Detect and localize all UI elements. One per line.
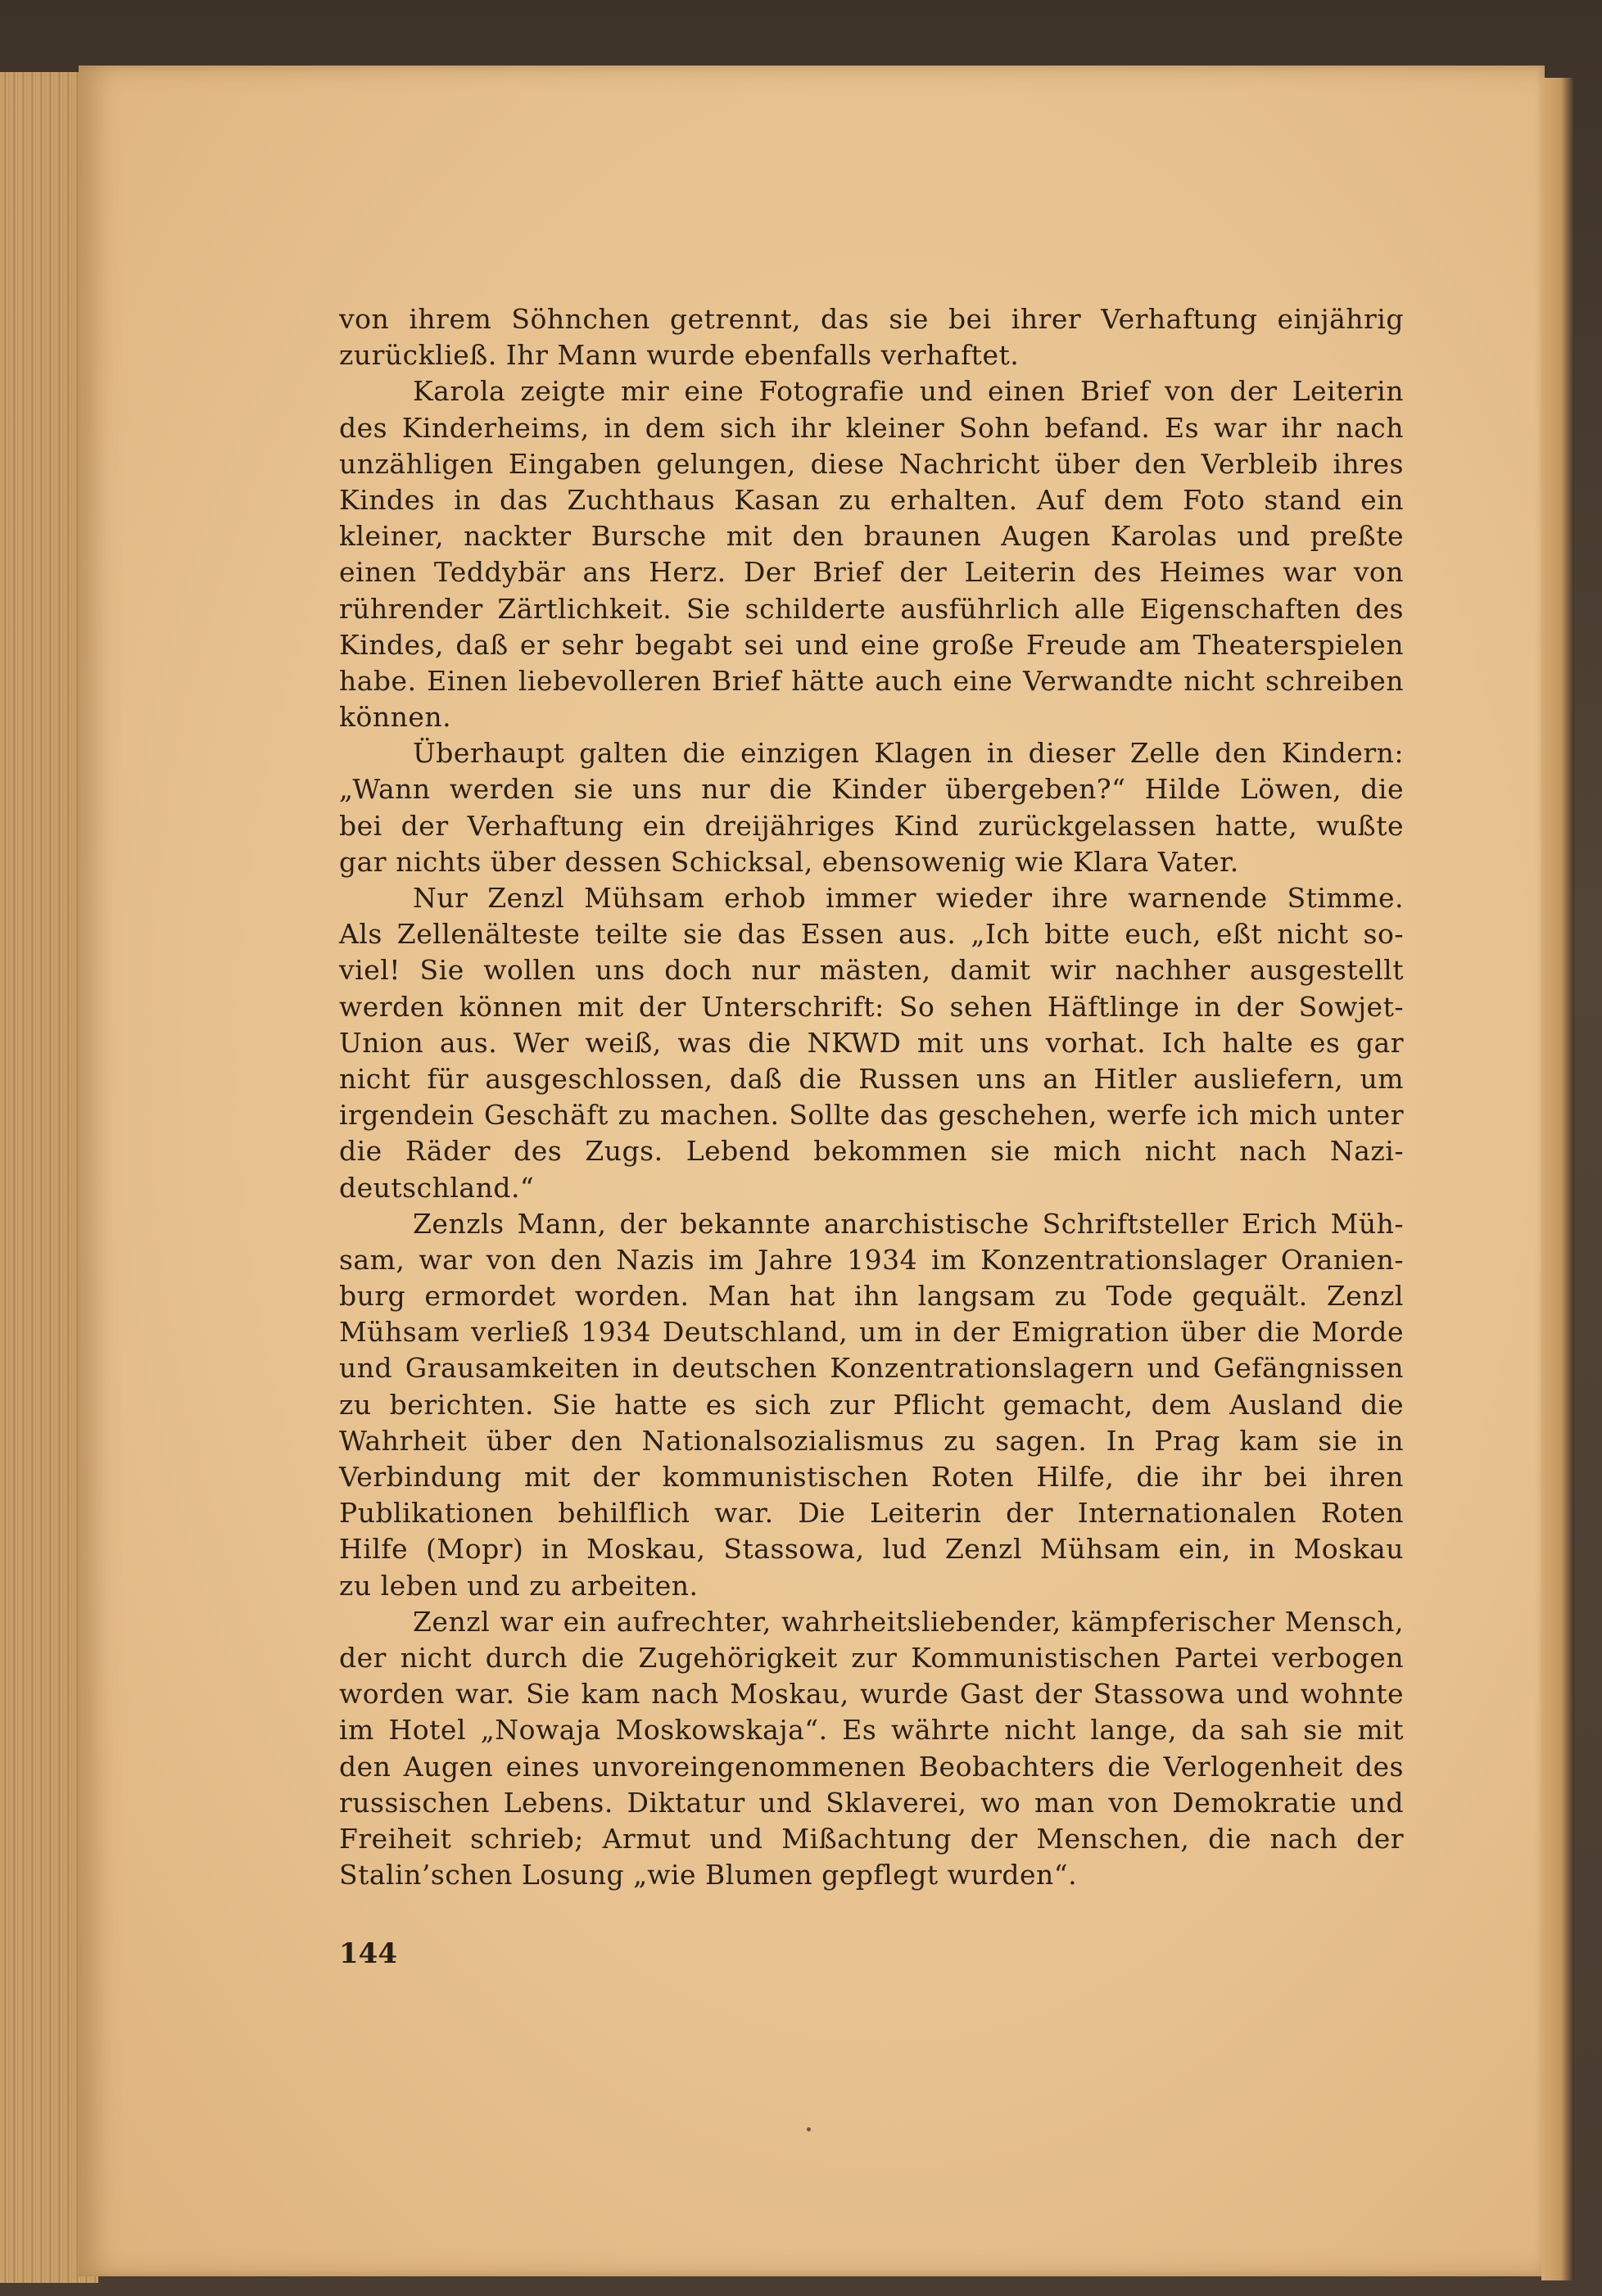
text-line: Karola zeigte mir eine Fotografie und einen Brief von der Leiterin xyxy=(413,375,1404,408)
text-line: zu berichten. Sie hatte es sich zur Pflicht gemacht, dem Ausland die xyxy=(339,1388,1404,1421)
text-line: worden war. Sie kam nach Moskau, wurde Gast der Stassowa und wohnte xyxy=(339,1678,1404,1711)
text-line: Kindes, daß er sehr begabt sei und eine große Freude am Theaterspielen xyxy=(339,628,1404,661)
text-line: irgendein Geschäft zu machen. Sollte das geschehen, werfe ich mich unter xyxy=(339,1099,1404,1132)
text-line: Publikationen behilflich war. Die Leiterin der Internationalen Roten xyxy=(339,1497,1404,1530)
text-line: Mühsam verließ 1934 Deutschland, um in der Emigration über die Morde xyxy=(339,1316,1404,1349)
text-line: sam, war von den Nazis im Jahre 1934 im Konzentrationslager Oranien- xyxy=(339,1243,1404,1276)
text-line: können. xyxy=(339,701,452,734)
text-line: die Räder des Zugs. Lebend bekommen sie mich nicht nach Nazi- xyxy=(339,1135,1404,1168)
text-line: Zenzls Mann, der bekannte anarchistische Schriftsteller Erich Müh- xyxy=(413,1207,1404,1240)
text-line: Union aus. Wer weiß, was die NKWD mit uns vorhat. Ich halte es gar xyxy=(339,1026,1404,1059)
paragraph xyxy=(339,880,1404,1206)
text-line: des Kinderheims, in dem sich ihr kleiner Sohn befand. Es war ihr nach xyxy=(339,411,1404,444)
text-line: Zenzl war ein aufrechter, wahrheitsliebender, kämpferischer Mensch, xyxy=(413,1605,1404,1638)
text-line: und Grausamkeiten in deutschen Konzentrationslagern und Gefängnissen xyxy=(339,1352,1404,1385)
text-line: kleiner, nackter Bursche mit den braunen Augen Karolas und preßte xyxy=(339,520,1404,553)
text-line: Kindes in das Zuchthaus Kasan zu erhalten. Auf dem Foto stand ein xyxy=(339,483,1404,516)
text-line: im Hotel „Nowaja Moskowskaja“. Es währte nicht lange, da sah sie mit xyxy=(339,1714,1404,1747)
text-line: Wahrheit über den Nationalsozialismus zu sagen. In Prag kam sie in xyxy=(339,1424,1404,1457)
text-line: nicht für ausgeschlossen, daß die Russen uns an Hitler ausliefern, um xyxy=(339,1062,1404,1095)
page-number: 144 xyxy=(339,1937,397,1970)
page-right-edge xyxy=(1541,78,1574,2280)
paragraph xyxy=(339,1206,1404,1604)
paragraph xyxy=(339,735,1404,880)
paragraph xyxy=(339,1604,1404,1894)
text-line: Verbindung mit der kommunistischen Roten Hilfe, die ihr bei ihren xyxy=(339,1461,1404,1493)
text-line: gar nichts über dessen Schicksal, ebensowenig wie Klara Vater. xyxy=(339,845,1239,878)
text-line: Stalin’schen Losung „wie Blumen gepflegt wurden“. xyxy=(339,1859,1078,1891)
text-line: russischen Lebens. Diktatur und Sklaverei, wo man von Demokratie und xyxy=(339,1786,1404,1819)
text-line: den Augen eines unvoreingenommenen Beobachters die Verlogenheit des xyxy=(339,1750,1404,1783)
text-line: zurückließ. Ihr Mann wurde ebenfalls verhaftet. xyxy=(339,339,1020,372)
text-line: deutschland.“ xyxy=(339,1171,535,1204)
text-line: unzähligen Eingaben gelungen, diese Nachricht über den Verbleib ihres xyxy=(339,447,1404,480)
text-line: Nur Zenzl Mühsam erhob immer wieder ihre warnende Stimme. xyxy=(413,882,1404,914)
paper-speck xyxy=(807,2127,811,2131)
text-line: „Wann werden sie uns nur die Kinder übergeben?“ Hilde Löwen, die xyxy=(339,773,1404,806)
body-text xyxy=(339,301,1404,1893)
paragraph xyxy=(339,373,1404,735)
text-line: viel! Sie wollen uns doch nur mästen, damit wir nachher ausgestellt xyxy=(339,954,1404,987)
text-line: werden können mit der Unterschrift: So sehen Häftlinge in der Sowjet- xyxy=(339,990,1404,1023)
text-line: rührender Zärtlichkeit. Sie schilderte ausführlich alle Eigenschaften des xyxy=(339,592,1404,625)
text-line: Freiheit schrieb; Armut und Mißachtung der Menschen, die nach der xyxy=(339,1822,1404,1855)
text-line: burg ermordet worden. Man hat ihn langsam zu Tode gequält. Zenzl xyxy=(339,1280,1404,1313)
text-line: Hilfe (Mopr) in Moskau, Stassowa, lud Zenzl Mühsam ein, in Moskau xyxy=(339,1533,1404,1566)
text-line: habe. Einen liebevolleren Brief hätte auch eine Verwandte nicht schreiben xyxy=(339,664,1404,697)
paragraph xyxy=(339,301,1404,373)
text-line: der nicht durch die Zugehörigkeit zur Kommunistischen Partei verbogen xyxy=(339,1641,1404,1674)
text-line: einen Teddybär ans Herz. Der Brief der Leiterin des Heimes war von xyxy=(339,556,1404,589)
text-line: bei der Verhaftung ein dreijähriges Kind zurückgelassen hatte, wußte xyxy=(339,809,1404,842)
text-line: Als Zellenälteste teilte sie das Essen aus. „Ich bitte euch, eßt nicht so- xyxy=(339,918,1404,951)
text-line: Überhaupt galten die einzigen Klagen in dieser Zelle den Kindern: xyxy=(413,737,1404,770)
text-line: von ihrem Söhnchen getrennt, das sie bei ihrer Verhaftung einjährig xyxy=(339,303,1404,335)
text-line: zu leben und zu arbeiten. xyxy=(339,1569,699,1602)
